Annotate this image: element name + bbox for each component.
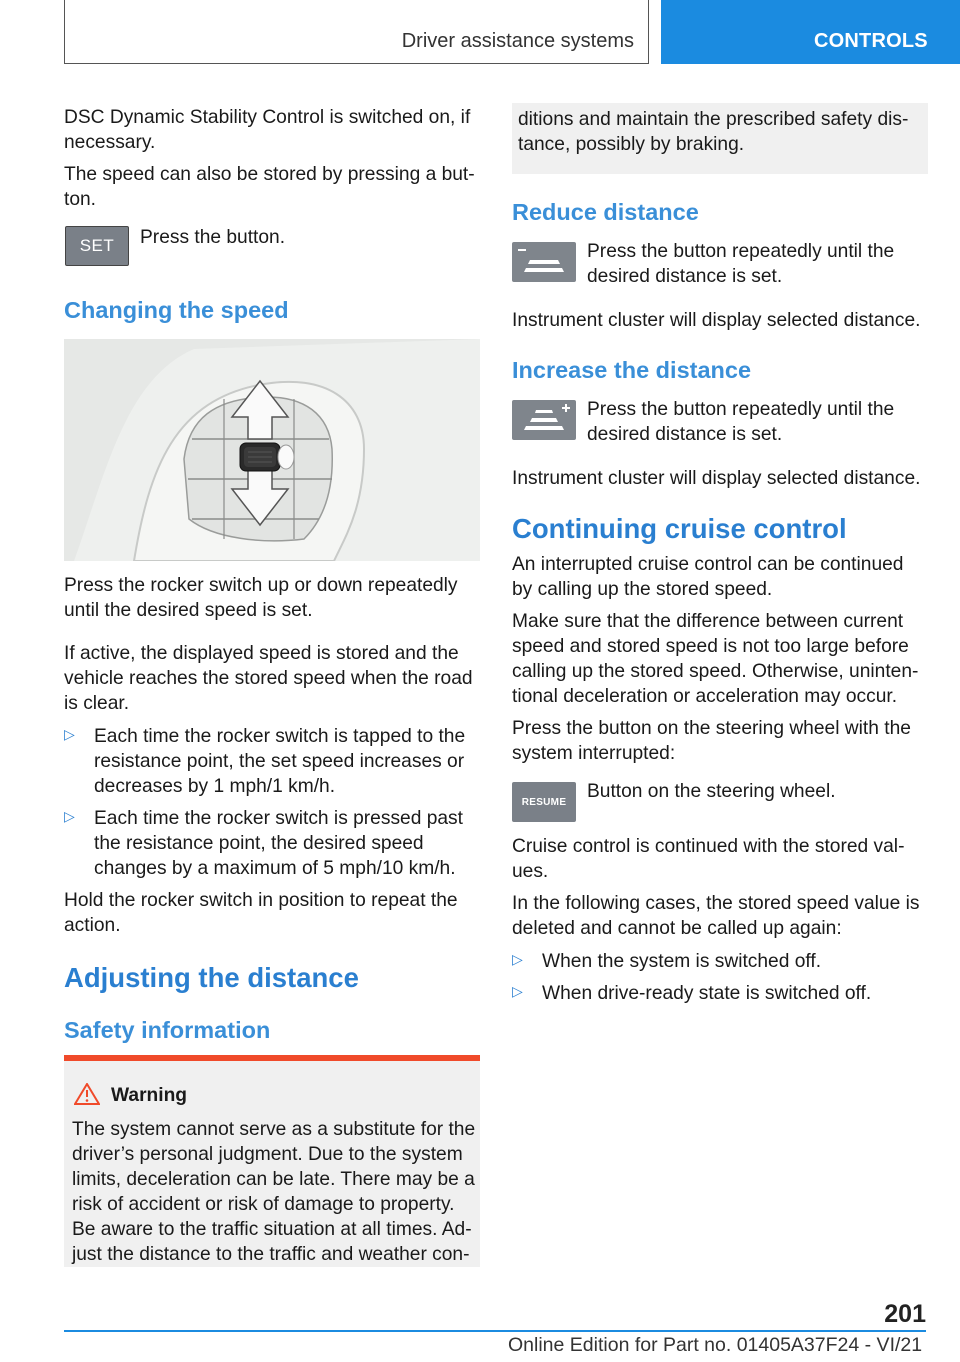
paragraph: Make sure that the difference between current bbox=[512, 611, 904, 632]
list-item-text: Each time the rocker switch is pressed past bbox=[94, 808, 463, 829]
footer-divider bbox=[64, 1330, 926, 1332]
heading-adjusting-distance: Adjusting the distance bbox=[64, 962, 359, 993]
reduce-distance-button-icon bbox=[512, 242, 576, 282]
list-item-text: When the system is switched off. bbox=[542, 951, 822, 972]
bullet-triangle-icon: ▷ bbox=[64, 726, 75, 742]
paragraph: desired distance is set. bbox=[587, 424, 783, 445]
paragraph: deleted and cannot be called up again: bbox=[512, 918, 842, 939]
set-button-icon bbox=[65, 226, 129, 266]
paragraph: speed and stored speed is not too large before bbox=[512, 636, 909, 657]
heading-safety-information: Safety information bbox=[64, 1017, 271, 1043]
heading-reduce-distance: Reduce distance bbox=[512, 199, 699, 225]
header-bar bbox=[64, 0, 649, 64]
section-title: Driver assistance systems bbox=[401, 30, 634, 52]
tab-controls[interactable] bbox=[661, 0, 960, 64]
paragraph: An interrupted cruise control can be continued bbox=[512, 554, 904, 575]
warning-box bbox=[64, 1055, 480, 1267]
steering-wheel-rocker-image bbox=[64, 339, 480, 561]
increase-distance-button-icon bbox=[512, 400, 576, 440]
page-number: 201 bbox=[884, 1300, 926, 1328]
paragraph: If active, the displayed speed is stored and the bbox=[64, 643, 459, 664]
list-item-text: Each time the rocker switch is tapped to the bbox=[94, 726, 466, 747]
paragraph: ton. bbox=[64, 189, 97, 210]
list-item-text: decreases by 1 mph/1 km/h. bbox=[94, 776, 336, 797]
bullet-triangle-icon: ▷ bbox=[512, 951, 523, 967]
paragraph: Instrument cluster will display selected distance. bbox=[512, 468, 921, 489]
tab-controls-label: CONTROLS bbox=[814, 30, 928, 52]
paragraph: Press the rocker switch up or down repeatedly bbox=[64, 575, 458, 596]
warning-box-continued bbox=[512, 103, 928, 174]
resume-caption: Button on the steering wheel. bbox=[587, 781, 836, 802]
warning-triangle-icon bbox=[74, 1083, 100, 1105]
paragraph: Press the button on the steering wheel with the bbox=[512, 718, 911, 739]
list-item-text: resistance point, the set speed increases or bbox=[94, 751, 465, 772]
paragraph: calling up the stored speed. Otherwise, uninten‐ bbox=[512, 661, 919, 682]
paragraph: is clear. bbox=[64, 693, 130, 714]
bullet-triangle-icon: ▷ bbox=[512, 983, 523, 999]
list-item-text: When drive-ready state is switched off. bbox=[542, 983, 872, 1004]
heading-continuing-cruise-control: Continuing cruise control bbox=[512, 513, 847, 544]
paragraph: Hold the rocker switch in position to repeat the bbox=[64, 890, 458, 911]
bullet-triangle-icon: ▷ bbox=[64, 808, 75, 824]
warning-text: driver’s personal judgment. Due to the system bbox=[72, 1144, 463, 1165]
paragraph: In the following cases, the stored speed value is bbox=[512, 893, 920, 914]
warning-text: just the distance to the traffic and weather con‐ bbox=[72, 1244, 470, 1265]
paragraph: until the desired speed is set. bbox=[64, 600, 313, 621]
set-caption: Press the button. bbox=[140, 227, 286, 248]
paragraph: action. bbox=[64, 915, 121, 936]
paragraph: system interrupted: bbox=[512, 743, 676, 764]
paragraph: tional deceleration or acceleration may occur. bbox=[512, 686, 898, 707]
paragraph: ues. bbox=[512, 861, 549, 882]
heading-increase-distance: Increase the distance bbox=[512, 357, 752, 383]
paragraph: DSC Dynamic Stability Control is switched on, if bbox=[64, 107, 471, 128]
paragraph: Cruise control is continued with the stored val‐ bbox=[512, 836, 905, 857]
paragraph: The speed can also be stored by pressing a but‐ bbox=[64, 164, 475, 185]
paragraph: vehicle reaches the stored speed when the road bbox=[64, 668, 473, 689]
footer-edition: Online Edition for Part no. 01405A37F24 - VI/21 bbox=[508, 1334, 923, 1356]
warning-text: Be aware to the traffic situation at all times. Ad‐ bbox=[72, 1219, 472, 1240]
paragraph: Press the button repeatedly until the bbox=[587, 241, 895, 262]
warning-text: limits, deceleration can be late. There may be a bbox=[72, 1169, 475, 1190]
set-button-label: SET bbox=[79, 236, 115, 255]
paragraph: Instrument cluster will display selected distance. bbox=[512, 310, 921, 331]
warning-text: ditions and maintain the prescribed safety dis‐ bbox=[518, 109, 909, 130]
warning-text: tance, possibly by braking. bbox=[518, 134, 745, 155]
resume-button-icon bbox=[512, 782, 576, 822]
paragraph: desired distance is set. bbox=[587, 266, 783, 287]
paragraph: by calling up the stored speed. bbox=[512, 579, 773, 600]
list-item-text: the resistance point, the desired speed bbox=[94, 833, 424, 854]
warning-title: Warning bbox=[111, 1085, 188, 1106]
paragraph: Press the button repeatedly until the bbox=[587, 399, 895, 420]
paragraph: necessary. bbox=[64, 132, 156, 153]
warning-text: The system cannot serve as a substitute for the bbox=[72, 1119, 476, 1140]
list-item-text: changes by a maximum of 5 mph/10 km/h. bbox=[94, 858, 456, 879]
warning-text: risk of accident or risk of damage to property. bbox=[72, 1194, 455, 1215]
resume-button-label: RESUME bbox=[521, 796, 567, 808]
heading-changing-speed: Changing the speed bbox=[64, 297, 289, 323]
